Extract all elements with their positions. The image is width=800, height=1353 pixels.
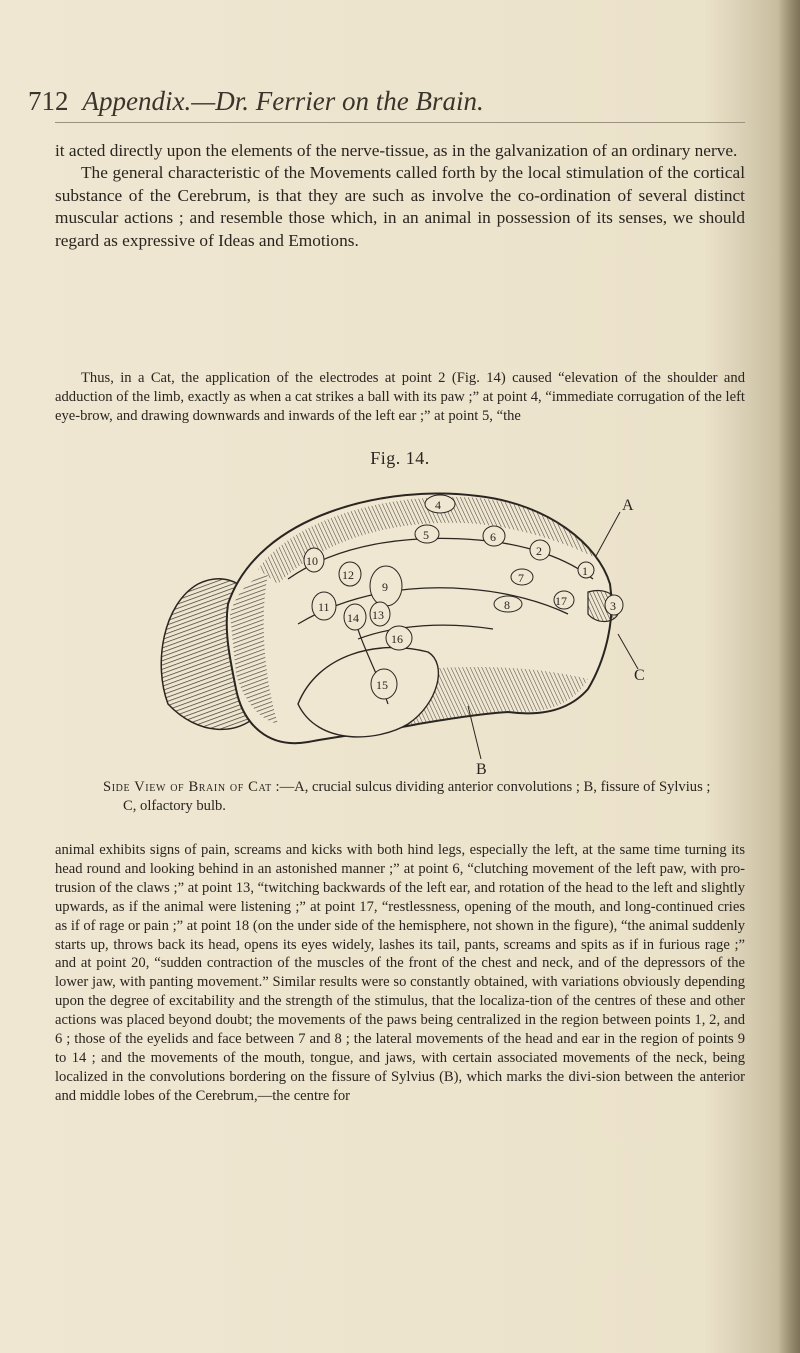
caption-rest: :—A, crucial sulcus dividing anterior convolutions ; B, fissure of Sylvius ; C, olfactory bulb.	[123, 779, 711, 815]
figure-caption	[103, 778, 718, 817]
paragraph-cat-points: Thus, in a Cat, the application of the electrodes at point 2 (Fig. 14) caused “elevation of the shoulder and adduction of the limb, exactly as when a cat strikes a ball with its paw ;” at point 4, “immediate corrugation of the left eye-brow, and drawing downwards and inwards of the left ear ;” at point 5, “the	[55, 370, 745, 424]
point-13-label: 13	[372, 608, 384, 622]
label-C: C	[634, 667, 645, 684]
running-head	[28, 86, 728, 117]
point-9-label: 9	[382, 580, 388, 594]
label-A: A	[622, 497, 634, 514]
point-10-label: 10	[306, 554, 318, 568]
paragraph-continuation: it acted directly upon the elements of the nerve-tissue, as in the galvanization of an ordinary nerve.	[55, 141, 738, 160]
point-7-label: 7	[518, 571, 524, 585]
running-head-title: Appendix.—Dr. Ferrier on the Brain.	[82, 86, 484, 116]
body-text-cat-intro	[55, 369, 745, 426]
point-8-label: 8	[504, 598, 510, 612]
point-3-label: 3	[610, 599, 616, 613]
point-11-label: 11	[318, 600, 330, 614]
figure-label: Fig. 14.	[370, 448, 430, 468]
point-6-label: 6	[490, 530, 496, 544]
point-17-label: 17	[555, 594, 567, 608]
brain-figure	[148, 474, 658, 774]
point-2-label: 2	[536, 544, 542, 558]
point-5-label: 5	[423, 528, 429, 542]
point-16-label: 16	[391, 632, 403, 646]
point-12-label: 12	[342, 568, 354, 582]
page-number: 712	[28, 86, 69, 116]
point-4-label: 4	[435, 498, 441, 512]
label-B: B	[476, 761, 487, 774]
point-1-label: 1	[582, 564, 588, 578]
header-rule	[55, 122, 745, 123]
caption-lead: Side View of Brain of Cat	[103, 779, 272, 795]
point-15-label: 15	[376, 678, 388, 692]
body-text-bottom	[55, 841, 745, 1106]
page-edge-shadow	[778, 0, 800, 1353]
cat-brain-illustration	[148, 474, 658, 774]
paragraph-general-characteristic: The general characteristic of the Movements called forth by the local stimulation of the cortical substance of the Cerebrum, is that they are such as involve the co-ordination of several distinct muscular actions ; and resemble those which, in an animal in possession of its senses, we should regard as expressive of Ideas and Emotions.	[55, 163, 745, 250]
body-text-top	[55, 140, 745, 252]
point-14-label: 14	[347, 611, 359, 625]
paragraph-cat-points-continued: animal exhibits signs of pain, screams and kicks with both hind legs, especially the left, at the same time turning its head round and looking behind in an astonished manner ;” at point 6, “clutching movement of the left paw, with pro-trusion of the claws ;” at point 13, “twitching backwards of the left ear, and rotation of the head to the left and slightly upwards, as if the animal were listening ;” at point 17, “restlessness, opening of the mouth, and long-continued cries as if of rage or pain ;” at point 18 (on the under side of the hemisphere, not shown in the figure), “the animal suddenly starts up, throws back its head, opens its eyes widely, lashes its tail, pants, screams and spits as if in furious rage ;” and at point 20, “sudden contraction of the muscles of the front of the chest and neck, and of the depressors of the lower jaw, with panting movement.” Similar results were so constantly obtained, with variations obviously depending upon the degree of excitability and the strength of the stimulus, that the localiza-tion of the centres of these and other actions was placed beyond doubt; the movements of the paws being centralized in the region between points 1, 2, and 6 ; those of the eyelids and face between 7 and 8 ; the lateral movements of the head and ear in the region of points 9 to 14 ; and the movements of the mouth, tongue, and jaws, with certain associated movements of the neck, being localized in the convolutions bordering on the fissure of Sylvius (B), which marks the divi-sion between the anterior and middle lobes of the Cerebrum,—the centre for	[55, 842, 745, 1104]
